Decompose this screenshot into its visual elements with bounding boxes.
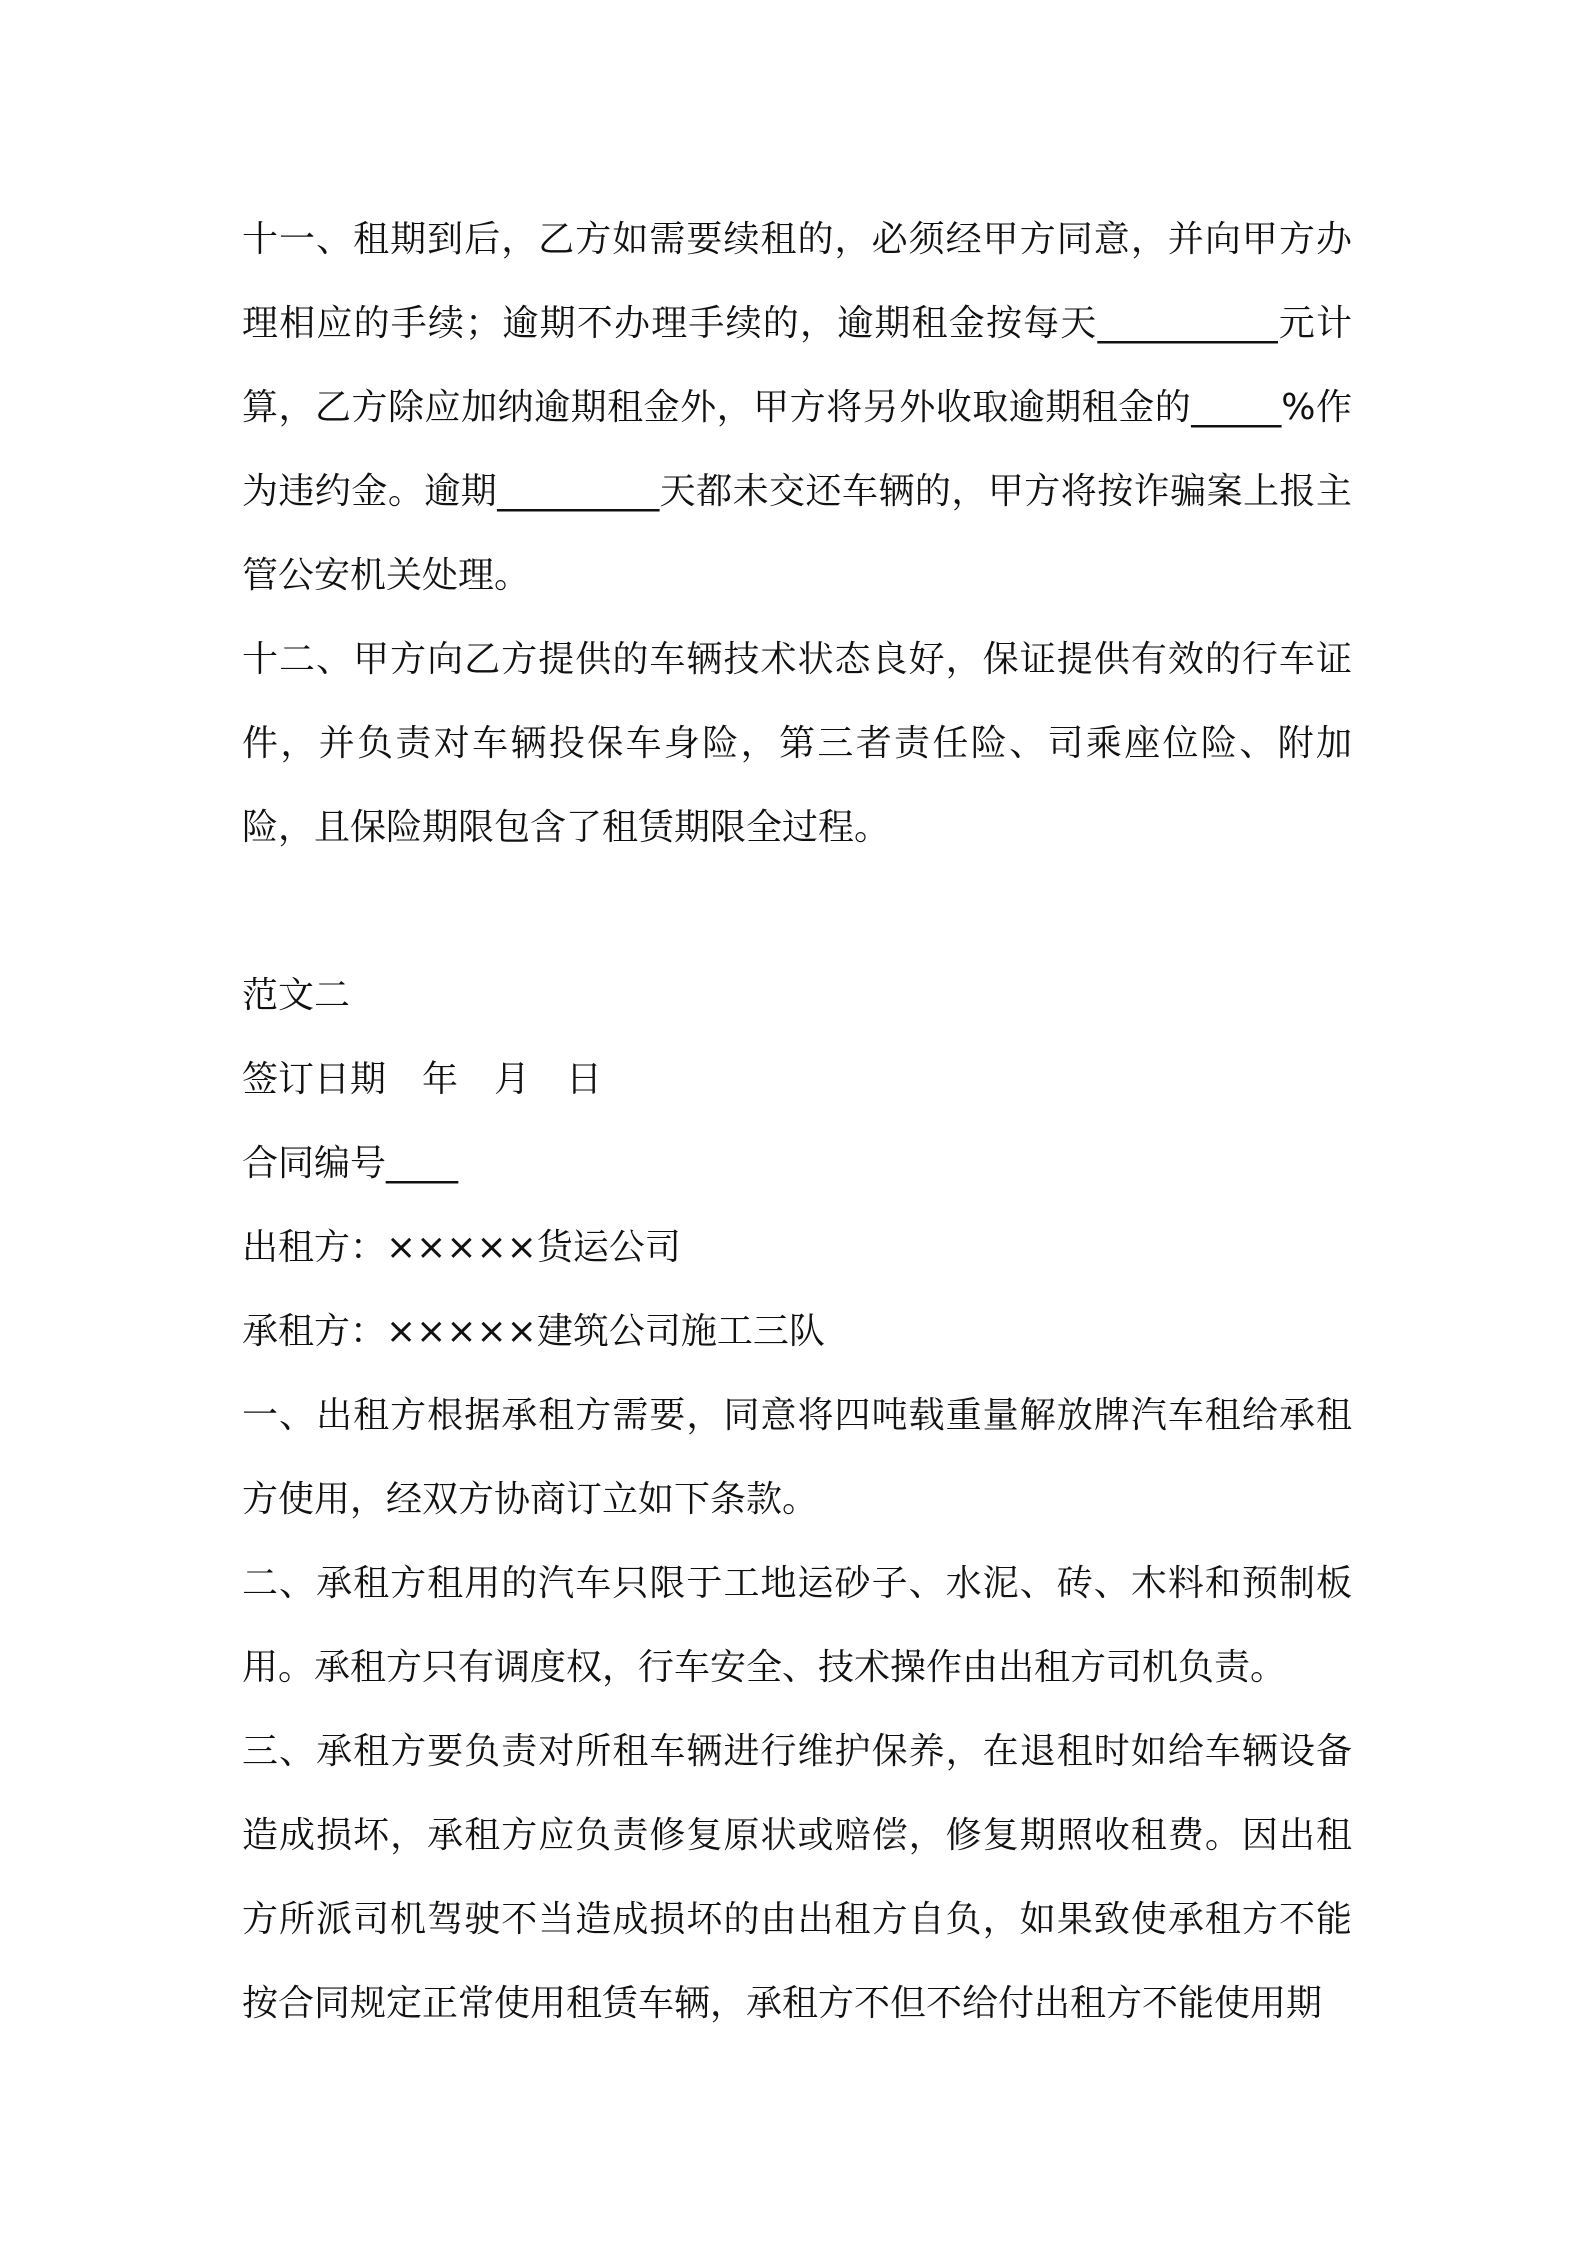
clause-twelve: 十二、甲方向乙方提供的车辆技术状态良好，保证提供有效的行车证件，并负责对车辆投保车身险，第三者责任险、司乘座位险、附加险，且保险期限包含了租赁期限全过程。 bbox=[242, 639, 1352, 848]
section-spacer bbox=[242, 870, 1352, 954]
contract-number: 合同编号____ bbox=[242, 1143, 459, 1184]
lessee-line: 承租方：×××××建筑公司施工三队 bbox=[242, 1311, 825, 1352]
sign-date: 签订日期 年 月 日 bbox=[242, 1059, 603, 1100]
item-one: 一、出租方根据承租方需要，同意将四吨载重量解放牌汽车租给承租方使用，经双方协商订立如下条款。 bbox=[242, 1395, 1352, 1520]
clause-eleven: 十一、租期到后，乙方如需要续租的，必须经甲方同意，并向甲方办理相应的手续；逾期不办理手续的，逾期租金按每天__________元计算，乙方除应加纳逾期租金外，甲方将另外收取逾期租金的_____%作为违约金。逾期_________天都未交还车辆的，甲方将按诈骗案上报主管公安机关处理。 bbox=[242, 219, 1352, 596]
sample-title: 范文二 bbox=[242, 975, 351, 1016]
lessor-line: 出租方：×××××货运公司 bbox=[242, 1227, 681, 1268]
item-three: 三、承租方要负责对所租车辆进行维护保养，在退租时如给车辆设备造成损坏，承租方应负责修复原状或赔偿，修复期照收租费。因出租方所派司机驾驶不当造成损坏的由出租方自负，如果致使承租方不能按合同规定正常使用租赁车辆，承租方不但不给付出租方不能使用期 bbox=[242, 1731, 1352, 2024]
item-two: 二、承租方租用的汽车只限于工地运砂子、水泥、砖、木料和预制板用。承租方只有调度权，行车安全、技术操作由出租方司机负责。 bbox=[242, 1563, 1352, 1688]
document-body bbox=[242, 198, 1352, 2046]
